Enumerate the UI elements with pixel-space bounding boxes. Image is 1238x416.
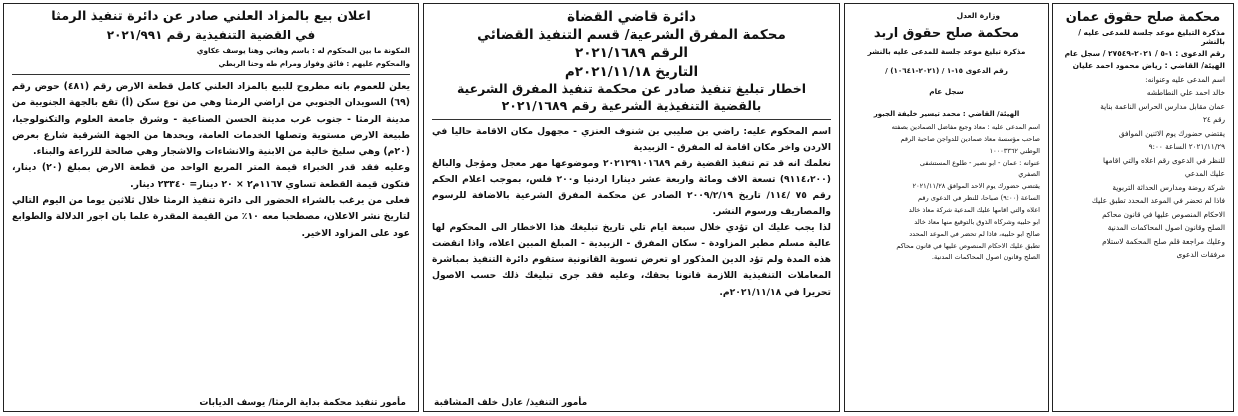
ad4-paragraph: وعليه فقد قدر الخبراء قيمة المتر المربع الواحد من قطعة الارض بمبلغ (٢٠) دينار، فتكون قيمة القطعة تساوي ١١٦٧م٢ × ٢٠ دينار= ٢٣٣٤٠ دينار.: [12, 162, 410, 190]
ad3-heading-4: التاريخ ٢٠٢١/١١/١٨م: [564, 63, 699, 80]
ad1-title: محكمة صلح حقوق عمان: [1065, 10, 1221, 25]
ad1-line: شركة روضة ومدارس الحداثة التربوية: [1112, 182, 1225, 192]
ad3-heading-5: اخطار تبليغ تنفيذ صادر عن محكمة تنفيذ المفرق الشرعية: [456, 80, 807, 96]
ad1-line: مرفقات الدعوى: [1176, 250, 1225, 260]
ad-ramtha-auction: [3, 3, 419, 412]
ad2-ministry: وزارة العدل: [956, 11, 1000, 20]
ad2-judge: الهيئة/ القاضي : محمد تيسير خليفة الجبور: [873, 110, 1020, 118]
ad3-heading-6: بالقضية التنفيذية الشرعية رقم ٢٠٢١/١٦٨٩: [501, 97, 762, 113]
ad1-case-number: رقم الدعوى : ١-٥ / ٢٠٢١-٢٧٥٤٩ / سجل عام: [1064, 49, 1225, 58]
ad1-subtitle: مذكرة التبليغ موعد جلسة للمدعى عليه / بالنشر: [1078, 28, 1225, 46]
ad2-line: ابو حلبيه وشركاه الذوق بالتوقيع منها معاذ خالد: [914, 217, 1040, 226]
ad4-parties-2: والمحكوم عليهم : فائق وفواز ومرام طه وحنا الربطي: [218, 59, 410, 69]
ad4-paragraph: يعلن للعموم بانه مطروح للبيع بالمزاد العلني كامل قطعة الارض رقم (٤٨١) حوض رقم (٦٩) السويدان الجنوبي من اراضي الرمثا وهي من نوع سكن (أ) تقع بالجهة الجنوبية من مدينة الرمثا - جنوب غرب مدينة الحسن الصناعية - وشرق جامعة العلوم والتكنولوجيا، طبيعة الارض مستوية وتصلها الخدمات العامة، ويحدها من الجهة الشرقية شارع بعرض (٢٠م) وهي سليخ خالية من الابنية والانشاءات والاشجار وهي صالحة للزراعة والبناء.: [12, 81, 410, 158]
ad1-line: خالد احمد علي النطاطشه: [1146, 88, 1225, 98]
ad2-line: الساعة (٩:٠٠) صباحا، للنظر في الدعوى رقم: [917, 194, 1040, 203]
ad3-signature: مأمور التنفيذ/ عادل خلف المشاقبة: [434, 398, 588, 408]
ad3-divider: [432, 119, 831, 120]
ad2-title: محكمة صلح حقوق اربد: [873, 26, 1020, 41]
ad2-line: يقتضي حضورك يوم الاحد الموافق ٢٠٢١/١١/٢٨: [912, 182, 1040, 191]
ad1-line: اسم المدعى عليه وعنوانه:: [1145, 75, 1225, 84]
ad4-parties-1: المكونة ما بين المحكوم له : باسم وهاني وهنا يوسف عكاوي: [196, 45, 410, 55]
ad2-case-number: رقم الدعوى ١٥-١ / (٢٠٢١-١٠٦٤١) /: [885, 66, 1008, 75]
ad4-signature: مأمور تنفيذ محكمة بداية الرمثا/ يوسف الديابات: [199, 398, 406, 408]
ad2-line: تطبق عليك الاحكام المنصوص عليها في قانون محاكم: [896, 241, 1040, 250]
ad2-line: عنوانه : عمان - ابو نصير - طلوع المستشفى: [919, 158, 1040, 167]
ad1-line: وعليك مراجعة قلم صلح المحكمة لاستلام: [1102, 236, 1225, 246]
ad1-line: ٢٠٢١/١١/٢٩ الساعة ٩:٠٠: [1148, 142, 1225, 152]
ad2-line: اسم المدعى عليه : معاذ وجيع مفاضل الصمادين بصفته: [891, 123, 1040, 131]
ad1-line: للنظر في الدعوى رقم اعلاه والتي اقامها: [1103, 155, 1225, 165]
ad-mafraq-sharia-court: [423, 3, 840, 412]
ad1-judge: الهيئة/ القاضي : رياض محمود احمد عليان: [1072, 61, 1225, 70]
ad1-line: عمان مقابل مدارس الحراس الناعمة بناية: [1100, 101, 1225, 111]
ad2-line: صالح ابو حلبيه، فاذا لم تحضر في الموعد المحدد: [909, 229, 1040, 238]
ad1-line: عليك المدعي: [1184, 169, 1225, 179]
ad4-heading-2: في القضية التنفيذية رقم ٢٠٢١/٩٩١: [106, 27, 316, 42]
ad2-registry: سجل عام: [929, 87, 964, 96]
ad2-line: الصفري: [1018, 170, 1040, 179]
ad1-line: الاحكام المنصوص عليها في قانون محاكم: [1102, 209, 1225, 219]
ad1-line: الصلح وقانون اصول المحاكمات المدنية: [1107, 223, 1225, 233]
ad3-paragraph: نعلمك انه قد تم تنفيذ القضية رقم ٢٠٢١٢٩١٠١٦٨٩ وموضوعها مهر معجل ومؤجل والبالغ (٩١١٤،٢٠٠) تسعة الاف ومائة واربعة عشر دينارا اردنيا و٢٠٠ فلس، بموجب اعلام الحكم رقم ٧٥ /١١٤/ تاريخ ٢٠٠٩/٢/١٩ الصادر عن محكمة المفرق الشرعية بالاضافة للرسوم والمصاريف ورسوم النشر.: [432, 157, 832, 218]
ad1-line: رقم ٢٤: [1202, 115, 1225, 125]
ad3-paragraph: لذا يجب عليك ان تؤدي خلال سبعة ايام تلي تاريخ تبليغك هذا الاخطار الى المحكوم لها عالية مسلم مطير المزاودة - سكان المفرق - الزبيدية - المبلغ المبين اعلاه، واذا انقضت هذه المدة ولم تؤد الدين المذكور او تعرض تسوية القانونية ستقوم دائرة التنفيذ بمباشرة المعاملات التنفيذية اللازمة قانونا بحقك، وعليه فقد جرى تبليغك ذلك حسب الاصول تحريرا في ٢٠٢١/١١/١٨م.: [432, 222, 831, 298]
ad3-heading-3: الرقم ٢٠٢١/١٦٨٩: [574, 45, 689, 62]
ad2-line: الوطني ١٠٠٠٣٣٦٢: [989, 146, 1040, 155]
ad-amman-court: [1052, 3, 1234, 412]
ad4-paragraph: فعلى من يرغب بالشراء الحضور الى دائرة تنفيذ الرمثا خلال ثلاثين يوما من اليوم التالي لتاريخ نشر الاعلان، مصطحبا معه ١٠٪ من القيمة المقدرة علما بان اجور الدلالة والطوابع عود على المزاود الاخير.: [12, 195, 410, 239]
ad3-heading-2: محكمة المفرق الشرعية/ قسم التنفيذ القضائي: [477, 27, 786, 44]
ad4-divider: [12, 74, 410, 75]
ad2-subtitle: مذكرة تبليغ موعد جلسة للمدعى عليه بالنشر: [867, 47, 1026, 56]
ad2-line: صاحب مؤسسة معاذ صمادين للدواجن صاحبة الرقم: [900, 134, 1040, 143]
ad2-line: اعلاه والتي اقامها عليك المدعية شركة معاذ خالد: [908, 206, 1040, 215]
ad-irbid-court: [844, 3, 1049, 412]
ad1-line: فاذا لم تحضر في الموعد المحدد تطبق عليك: [1091, 196, 1225, 206]
ad3-paragraph: اسم المحكوم عليه: راضي بن صليبي بن شنوف العنزي - مجهول مكان الاقامة حاليا في الاردن واخر مكان اقامة له المفرق - الزبيدية: [432, 125, 831, 153]
ad2-line: الصلح وقانون اصول المحاكمات المدنية.: [931, 253, 1040, 262]
ad1-line: يقتضي حضورك يوم الاثنين الموافق: [1118, 128, 1225, 138]
ad4-heading-1: اعلان بيع بالمزاد العلني صادر عن دائرة تنفيذ الرمثا: [51, 9, 371, 24]
ad3-heading-1: دائرة قاضي القضاة: [567, 9, 696, 25]
